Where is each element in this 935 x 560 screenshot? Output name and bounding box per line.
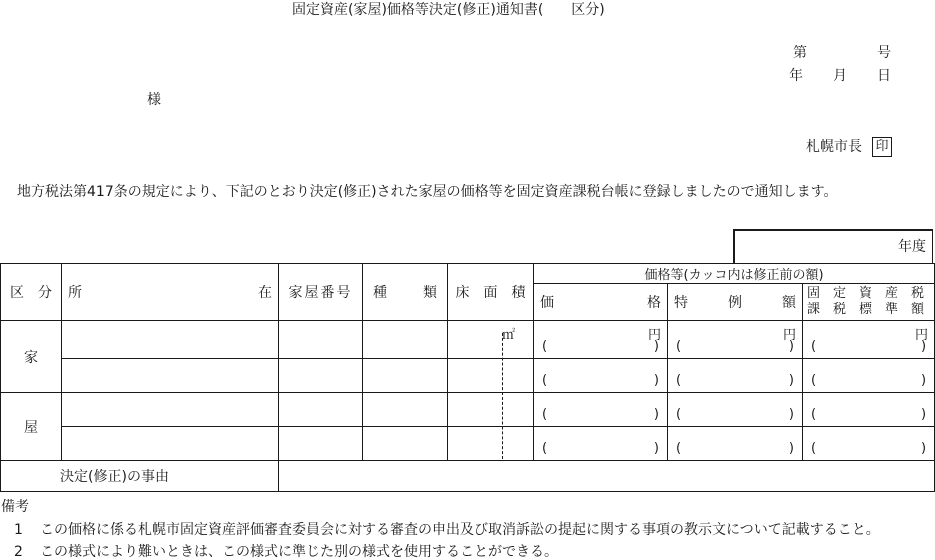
paren-close: ): [788, 373, 794, 388]
cell-shozai: [62, 427, 279, 461]
header-kubun: 区 分: [1, 264, 62, 321]
cell-yuka: [448, 393, 534, 427]
paren-close: ): [788, 407, 794, 422]
paren-close: ): [653, 373, 659, 388]
number-go: 号: [877, 45, 891, 61]
paren-open: (: [676, 339, 682, 354]
date-year: 年: [789, 68, 803, 84]
paren-close: ): [788, 339, 794, 354]
header-sho: 所: [68, 285, 82, 301]
cell-shurui: [363, 321, 448, 359]
note-text-2: この様式により難いときは、この様式に準じた別の様式を使用することができる。: [40, 544, 558, 560]
header-tokurei: [668, 284, 803, 321]
fiscal-year-label: 年度: [898, 239, 926, 255]
table-row: [1, 427, 935, 461]
paren-open: (: [811, 441, 817, 456]
unit-yen: 円: [782, 328, 796, 343]
header-kakaku: [534, 284, 668, 321]
cell-hyojun: [803, 393, 935, 427]
paren-close: ): [653, 441, 659, 456]
paren-close: ): [788, 441, 794, 456]
fiscal-year-box: [733, 229, 933, 264]
note-text-1: この価格に係る札幌市固定資産評価審査委員会に対する審査の申出及び取消訴訟の提起に関する事項の教示文について記載すること。: [40, 522, 880, 538]
addressee-sama: 様: [147, 92, 161, 108]
header-bango: 家屋番号: [279, 264, 363, 321]
date-day: 日: [877, 68, 891, 84]
header-kakaku-group: 価格等(カッコ内は修正前の額): [534, 264, 935, 284]
paren-close: ): [920, 339, 927, 354]
unit-yen: 円: [647, 328, 661, 343]
reason-value: [279, 461, 935, 492]
mayor-label: 札幌市長: [806, 139, 862, 155]
paren-open: (: [811, 339, 817, 354]
cell-tokurei: [668, 427, 803, 461]
cell-hyojun: [803, 359, 935, 393]
header-yuka: 床 面 積: [448, 264, 534, 321]
cell-shurui: [363, 427, 448, 461]
header-tokurei-1: 特: [674, 295, 688, 311]
paren-open: (: [676, 373, 682, 388]
header-kakaku-2: 格: [647, 295, 661, 311]
paren-open: (: [676, 407, 682, 422]
paren-open: (: [542, 407, 548, 422]
cell-bango: [279, 321, 363, 359]
note-num-2: 2: [14, 544, 23, 560]
paren-close: ): [920, 441, 927, 456]
cell-shurui: [363, 393, 448, 427]
floor-area-decimal-divider: [502, 333, 503, 459]
table-row: [1, 321, 935, 359]
cell-yuka: [448, 321, 534, 359]
reason-row: [1, 461, 935, 492]
paren-open: (: [542, 339, 548, 354]
header-hyojun-2: 課 税 標 準 額: [807, 302, 925, 317]
header-shurui-2: 類: [423, 285, 437, 301]
header-tokurei-3: 額: [782, 295, 796, 311]
cell-yuka: [448, 359, 534, 393]
header-row-1: [1, 264, 935, 284]
table-row: [1, 393, 935, 427]
cell-kakaku: [534, 393, 668, 427]
paren-close: ): [920, 407, 927, 422]
cell-tokurei: [668, 321, 803, 359]
paren-open: (: [542, 373, 548, 388]
document-title: 固定資産(家屋)価格等決定(修正)通知書( 区分): [292, 2, 605, 18]
table-row: [1, 359, 935, 393]
row-label-ya: 屋: [1, 393, 62, 461]
intro-text: 地方税法第417条の規定により、下記のとおり決定(修正)された家屋の価格等を固定資産課税台帳に登録しましたので通知します。: [17, 184, 838, 200]
paren-close: ): [653, 339, 659, 354]
header-tokurei-2: 例: [728, 295, 742, 311]
row-label-ie: 家: [1, 321, 62, 393]
header-shurui-1: 種: [373, 285, 387, 301]
header-hyojun: [803, 284, 935, 321]
cell-kakaku: [534, 321, 668, 359]
cell-kakaku: [534, 427, 668, 461]
header-hyojun-1: 固 定 資 産 税: [807, 286, 925, 301]
date-month: 月: [833, 68, 847, 84]
cell-bango: [279, 359, 363, 393]
cell-yuka: [448, 427, 534, 461]
cell-shozai: [62, 393, 279, 427]
cell-tokurei: [668, 359, 803, 393]
header-kakaku-1: 価: [540, 295, 554, 311]
cell-tokurei: [668, 393, 803, 427]
paren-close: ): [920, 373, 927, 388]
paren-open: (: [811, 407, 817, 422]
reason-label: 決定(修正)の事由: [1, 461, 279, 492]
paren-close: ): [653, 407, 659, 422]
valuation-table: [0, 263, 935, 492]
paren-open: (: [676, 441, 682, 456]
cell-shurui: [363, 359, 448, 393]
header-zai: 在: [258, 285, 272, 301]
unit-yen: 円: [915, 328, 929, 343]
cell-bango: [279, 427, 363, 461]
note-num-1: 1: [14, 522, 23, 538]
notes-heading: 備考: [1, 499, 29, 515]
header-shozai: [62, 264, 279, 321]
cell-hyojun: [803, 321, 935, 359]
cell-kakaku: [534, 359, 668, 393]
unit-area: ㎡: [501, 328, 515, 343]
seal-stamp-box: 印: [872, 137, 892, 157]
cell-shozai: [62, 359, 279, 393]
paren-open: (: [811, 373, 817, 388]
cell-shozai: [62, 321, 279, 359]
header-shurui: [363, 264, 448, 321]
cell-hyojun: [803, 427, 935, 461]
paren-open: (: [542, 441, 548, 456]
cell-bango: [279, 393, 363, 427]
number-dai: 第: [793, 45, 807, 61]
